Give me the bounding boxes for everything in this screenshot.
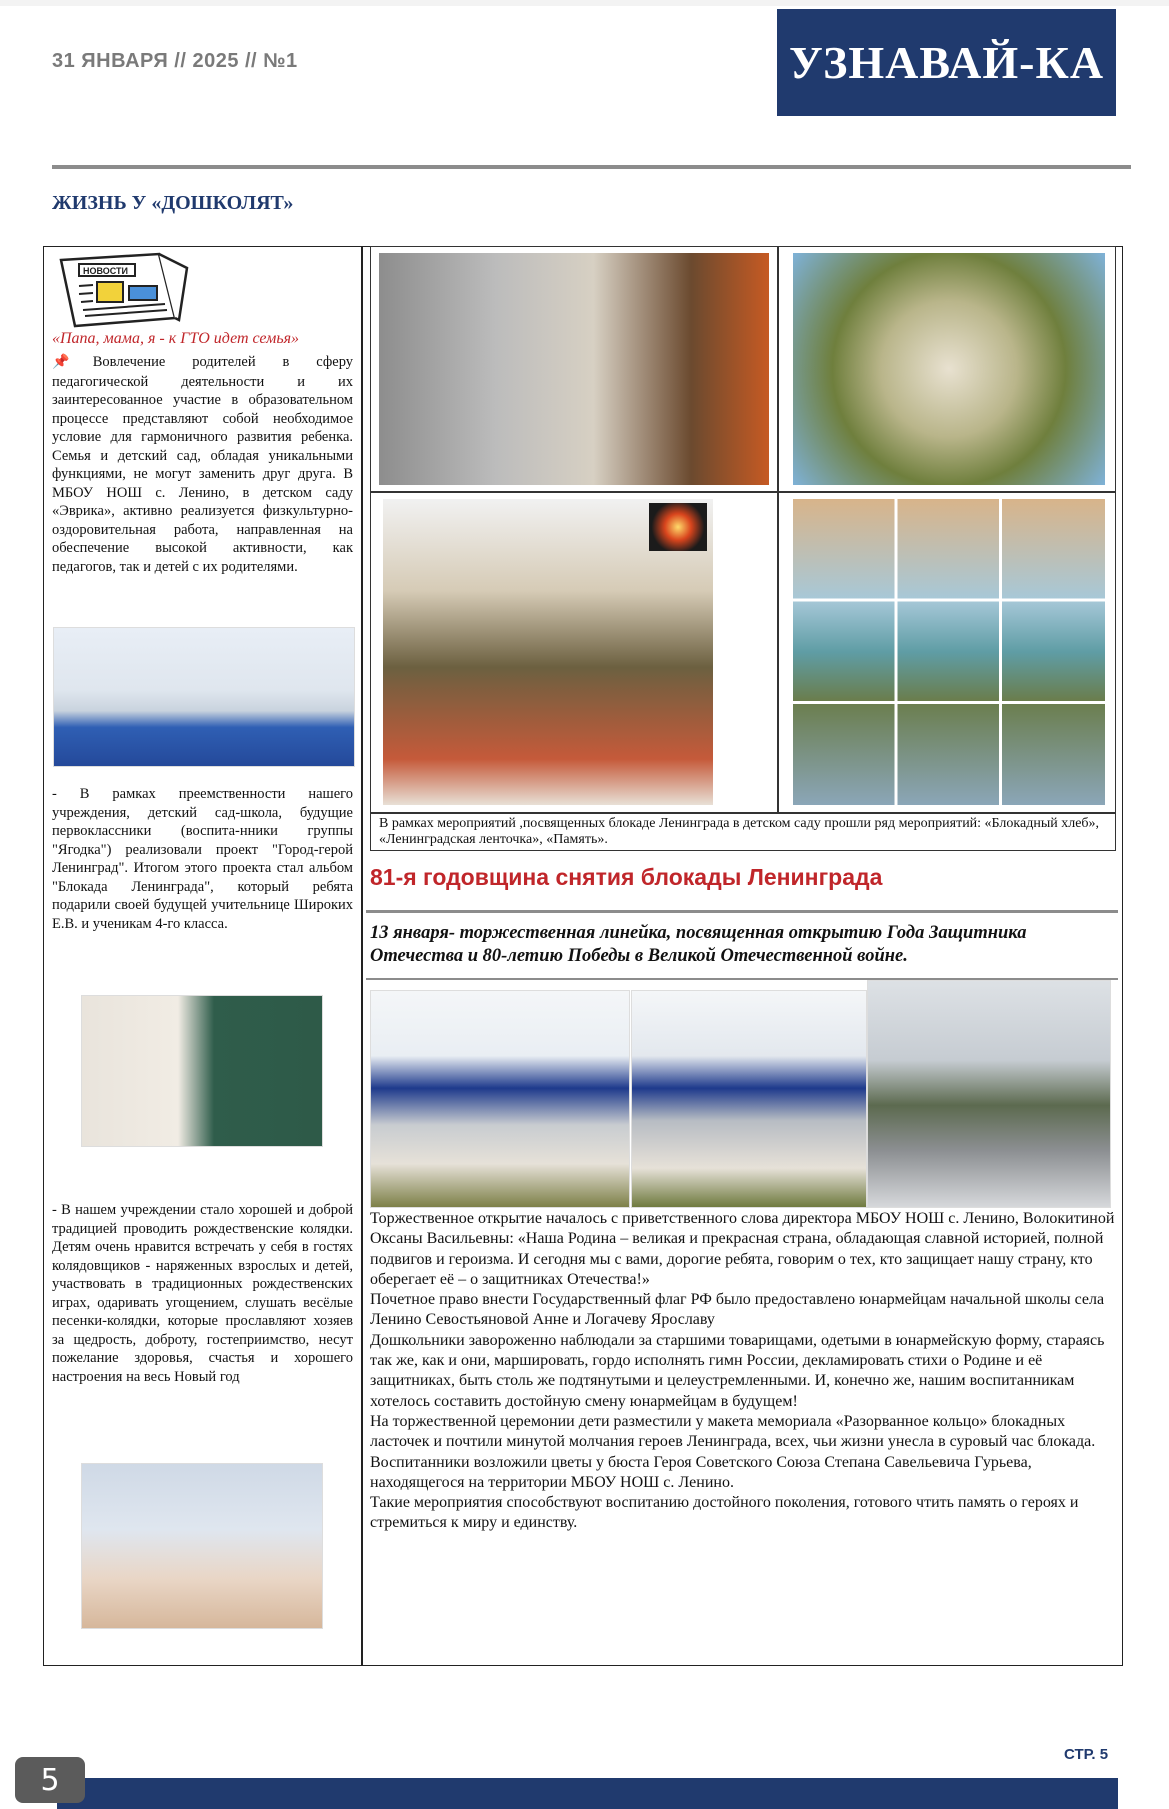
article-paragraph: Почетное право внести Государственный флаг РФ было предоставлено юнармейцам начальной школы села Ленино Севостьяновой Анне и Логачеву Ярославу	[370, 1291, 1105, 1329]
photo-christmas-carols	[81, 1463, 323, 1629]
viewer-page-badge[interactable]: 5	[15, 1757, 85, 1803]
photo-flowers-bust	[867, 980, 1111, 1208]
page-number: СТР. 5	[1064, 1746, 1109, 1763]
section-title: ЖИЗНЬ У «ДОШКОЛЯТ»	[52, 192, 294, 214]
photo-cell-collage	[778, 492, 1116, 813]
left-paragraph-1-text: Вовлечение родителей в сферу педагогической деятельности и их заинтересованное участие в образовательном процессе представляют собой необходимое условие для гармоничного развития ребенка. Семья и детский сад, обладая уникальными функциями, не могут заменить друг друга. В МБОУ НОШ с. Ленино, в детском саду «Эврика», активно реализуется физкультурно-оздоровительная работа, направленная на обеспечение высокой активности, как педагогов, так и детей с их родителями.	[52, 354, 354, 575]
left-paragraph-3: - В нашем учреждении стало хорошей и доброй традицией проводить рождественские колядки. Детям очень нравится встречать у себя в гостях колядовщиков - наряженных взрослых и детей, участвовать в традиционных рождественских играх, одаривать угощением, слушать весёлые песенки-колядки, которые прославляют хозяев за щедрость, доброту, гостеприимство, несут пожелание здоровья, счастья и хорошего настроения на весь Новый год	[52, 1202, 353, 1385]
ceremony-subheadline: 13 января- торжественная линейка, посвященная открытию Года Защитника Отечества и 80-летию Победы в Великой Отечественной войне.	[370, 923, 1027, 966]
photo-ceremony-flag	[370, 990, 630, 1208]
left-paragraph-2: - В рамках преемственности нашего учреждения, детский сад-школа, будущие первоклассники (воспита-нники группы "Ягодка") реализовали проект "Город-герой Ленинград". Итогом этого проекта стал альбом "Блокада Ленинграда", который ребята подарили своей будущей учительнице Широких Е.В. и ученикам 4-го класса.	[52, 786, 353, 932]
top-strip	[0, 0, 1169, 6]
footer-bar	[57, 1778, 1118, 1809]
left-article-heading: «Папа, мама, я - к ГТО идет семья»	[52, 330, 300, 347]
anniversary-headline: 81-я годовщина снятия блокады Ленинграда	[370, 864, 883, 890]
article-paragraph: На торжественной церемонии дети разместили у макета мемориала «Разорванное кольцо» блокадных ласточек и почтили минутой молчания героев Ленинграда, всех, чьи жизни унесла в суровый час блокада.	[370, 1412, 1096, 1451]
newspaper-masthead: УЗНАВАЙ-КА	[777, 9, 1116, 116]
issue-dateline: 31 ЯНВАРЯ // 2025 // №1	[52, 50, 298, 72]
article-paragraph: Такие мероприятия способствуют воспитанию достойного поколения, готового чтить память о героях и стремиться к миру и единству.	[370, 1494, 1079, 1532]
photo-cell-circle-children	[778, 246, 1116, 492]
photo-grid-caption: В рамках мероприятий ,посвященных блокаде Ленинграда в детском саду прошли ряд мероприятий: «Блокадный хлеб», «Ленинградская ленточка», «Память».	[370, 813, 1116, 851]
photo-ceremony-memorial	[631, 990, 867, 1208]
photo-city-hero-album	[81, 995, 323, 1147]
article-paragraph: Воспитанники возложили цветы у бюста Героя Советского Союза Степана Савельевича Гурьева, находящегося на территории МБОУ НОШ с. Ленино.	[370, 1453, 1032, 1491]
headline-rule	[366, 910, 1118, 913]
news-icon-label: НОВОСТИ	[83, 266, 129, 276]
photo-family-gto	[53, 627, 355, 767]
header-rule	[52, 165, 1131, 169]
photo-cell-blockade-girl	[370, 246, 778, 492]
pushpin-icon: 📌	[52, 355, 93, 370]
article-paragraph: Торжественное открытие началось с приветственного слова директора МБОУ НОШ с. Ленино, Волокитиной Оксаны Васильевны: «Наша Родина – великая и прекрасная страна, обладающая славной историей, полной подвигов и героизма. И сегодня мы с вами, дорогие ребята, говорим о тех, кто защищает нашу страну, кто оберегает её – о защитниках Отечества!»	[370, 1210, 1115, 1288]
left-paragraph-1	[52, 353, 353, 576]
ceremony-article	[370, 1209, 1116, 1534]
column-divider	[361, 246, 363, 1666]
article-paragraph: Дошкольники завороженно наблюдали за старшими товарищами, одетыми в юнармейскую форму, стараясь так же, как и они, маршировать, гордо исполнять гимн России, декламировать стихи о Родине и её защитниках, быть столь же подтянутыми и целеустремленными. И, конечно же, нашим воспитанникам хотелось составить достойную смену юнармейцам в будущем!	[370, 1331, 1105, 1410]
photo-cell-blockade-bread	[370, 492, 778, 813]
newspaper-icon	[55, 248, 195, 330]
